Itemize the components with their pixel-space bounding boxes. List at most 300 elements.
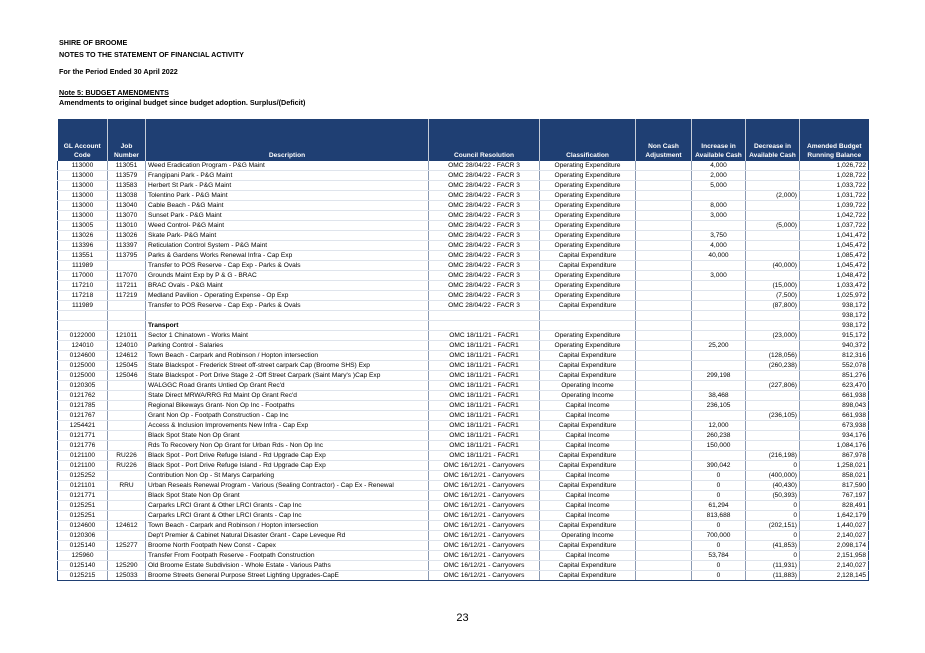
table-cell: 299,198 (692, 371, 746, 381)
table-cell: Access & Inclusion Improvements New Infra - Cap Exp (146, 421, 429, 431)
table-cell: 113551 (58, 251, 108, 261)
table-cell: Capital Expenditure (540, 421, 636, 431)
table-cell: 673,938 (800, 421, 869, 431)
table-cell: Black Spot State Non Op Grant (146, 491, 429, 501)
table-cell: 0121100 (58, 451, 108, 461)
table-row (58, 381, 869, 391)
table-cell: 2,140,027 (800, 561, 869, 571)
table-cell: Capital Income (540, 511, 636, 521)
table-cell (746, 181, 800, 191)
table-cell: OMC 16/12/21 - Carryovers (429, 541, 540, 551)
table-cell: 817,590 (800, 481, 869, 491)
table-row (58, 361, 869, 371)
table-cell: 125046 (108, 371, 146, 381)
table-cell (58, 311, 108, 321)
table-cell: OMC 16/12/21 - Carryovers (429, 491, 540, 501)
table-cell: 113070 (108, 211, 146, 221)
table-cell: (7,500) (746, 291, 800, 301)
table-cell: OMC 18/11/21 - FACR1 (429, 371, 540, 381)
table-row (58, 371, 869, 381)
table-cell (108, 551, 146, 561)
table-cell: 113795 (108, 251, 146, 261)
table-cell: 0120305 (58, 381, 108, 391)
table-cell (636, 211, 692, 221)
table-cell: Transport (146, 321, 429, 331)
table-cell (746, 231, 800, 241)
table-cell: 898,043 (800, 401, 869, 411)
table-cell: Dep't Premier & Cabinet Natural Disaster Grant - Cape Leveque Rd (146, 531, 429, 541)
table-cell (636, 411, 692, 421)
table-cell (108, 321, 146, 331)
table-cell: OMC 16/12/21 - Carryovers (429, 521, 540, 531)
table-cell: 113583 (108, 181, 146, 191)
table-cell: Capital Income (540, 401, 636, 411)
table-cell (636, 451, 692, 461)
table-cell: Capital Income (540, 501, 636, 511)
table-row (58, 411, 869, 421)
table-cell: 0125140 (58, 561, 108, 571)
table-cell: 113026 (108, 231, 146, 241)
table-cell: 2,098,174 (800, 541, 869, 551)
table-row (58, 501, 869, 511)
table-cell: Black Spot - Port Drive Refuge Island - Rd Upgrade Cap Exp (146, 461, 429, 471)
table-cell (636, 241, 692, 251)
table-cell (636, 271, 692, 281)
table-cell: OMC 28/04/22 - FACR 3 (429, 201, 540, 211)
table-cell (636, 471, 692, 481)
table-cell: 117218 (58, 291, 108, 301)
table-cell: Frangipani Park - P&G Maint (146, 171, 429, 181)
table-cell: 0 (692, 541, 746, 551)
table-cell: 0121785 (58, 401, 108, 411)
table-cell (746, 391, 800, 401)
table-cell: Operating Expenditure (540, 241, 636, 251)
table-row (58, 391, 869, 401)
table-cell: OMC 18/11/21 - FACR1 (429, 421, 540, 431)
table-cell: Broome Streets General Purpose Street Lighting Upgrades-CapE (146, 571, 429, 581)
table-cell: 113397 (108, 241, 146, 251)
table-cell: Skate Park- P&G Maint (146, 231, 429, 241)
col-non-cash: Non Cash Adjustment (636, 119, 692, 161)
table-cell: Regional Bikeways Grant- Non Op Inc - Footpaths (146, 401, 429, 411)
table-cell: Black Spot State Non Op Grant (146, 431, 429, 441)
table-cell: (40,430) (746, 481, 800, 491)
table-cell: 53,784 (692, 551, 746, 561)
table-cell: Operating Income (540, 391, 636, 401)
table-row (58, 241, 869, 251)
table-cell: 1,048,472 (800, 271, 869, 281)
table-cell: (128,056) (746, 351, 800, 361)
table-cell (636, 161, 692, 171)
table-cell: Capital Income (540, 491, 636, 501)
table-row (58, 481, 869, 491)
table-row (58, 221, 869, 231)
table-cell (692, 351, 746, 361)
table-cell: 0121771 (58, 491, 108, 501)
table-cell (692, 191, 746, 201)
table-cell (746, 371, 800, 381)
col-increase: Increase in Available Cash (692, 119, 746, 161)
table-cell: 915,172 (800, 331, 869, 341)
table-cell: 121011 (108, 331, 146, 341)
table-cell: OMC 18/11/21 - FACR1 (429, 391, 540, 401)
table-cell: Rds To Recovery Non Op Grant for Urban Rds - Non Op Inc (146, 441, 429, 451)
table-cell (746, 211, 800, 221)
table-cell: OMC 18/11/21 - FACR1 (429, 431, 540, 441)
table-cell: 124010 (108, 341, 146, 351)
table-cell (58, 321, 108, 331)
table-cell: 0125000 (58, 371, 108, 381)
table-cell: (50,393) (746, 491, 800, 501)
table-cell: 111989 (58, 261, 108, 271)
table-cell: OMC 28/04/22 - FACR 3 (429, 181, 540, 191)
table-cell: 851,276 (800, 371, 869, 381)
table-cell: 3,750 (692, 231, 746, 241)
table-cell: 1254421 (58, 421, 108, 431)
table-cell: 1,440,027 (800, 521, 869, 531)
table-cell: 0122000 (58, 331, 108, 341)
col-running-balance: Amended Budget Running Balance (800, 119, 869, 161)
table-cell: OMC 28/04/22 - FACR 3 (429, 281, 540, 291)
table-cell (108, 391, 146, 401)
table-row (58, 491, 869, 501)
table-cell (429, 311, 540, 321)
table-cell: 938,172 (800, 311, 869, 321)
table-cell: 700,000 (692, 531, 746, 541)
table-cell: (41,853) (746, 541, 800, 551)
table-cell: 0121767 (58, 411, 108, 421)
table-cell (636, 401, 692, 411)
table-cell (692, 361, 746, 371)
table-cell (692, 381, 746, 391)
table-cell: 113005 (58, 221, 108, 231)
table-cell: 0 (746, 501, 800, 511)
table-cell (108, 531, 146, 541)
table-cell: Operating Expenditure (540, 181, 636, 191)
table-cell: OMC 18/11/21 - FACR1 (429, 381, 540, 391)
table-cell: 0 (692, 561, 746, 571)
table-cell: 113010 (108, 221, 146, 231)
table-cell: 3,000 (692, 211, 746, 221)
table-cell: 1,026,722 (800, 161, 869, 171)
table-cell: 117210 (58, 281, 108, 291)
table-row (58, 331, 869, 341)
table-cell: 40,000 (692, 251, 746, 261)
table-cell (636, 481, 692, 491)
table-cell (746, 401, 800, 411)
table-cell (692, 411, 746, 421)
table-cell: 3,000 (692, 271, 746, 281)
table-cell: (202,151) (746, 521, 800, 531)
table-row (58, 311, 869, 321)
table-cell: 236,105 (692, 401, 746, 411)
table-cell: 0 (746, 461, 800, 471)
table-cell (108, 431, 146, 441)
table-cell: 12,000 (692, 421, 746, 431)
table-cell (636, 541, 692, 551)
table-cell: OMC 16/12/21 - Carryovers (429, 551, 540, 561)
table-cell: OMC 28/04/22 - FACR 3 (429, 271, 540, 281)
table-row (58, 471, 869, 481)
table-cell: Capital Expenditure (540, 251, 636, 261)
table-row (58, 251, 869, 261)
table-cell: (40,000) (746, 261, 800, 271)
table-cell: 125960 (58, 551, 108, 561)
table-cell (692, 281, 746, 291)
table-cell: 113579 (108, 171, 146, 181)
table-cell: 1,084,176 (800, 441, 869, 451)
col-classification: Classification (540, 119, 636, 161)
table-cell: 813,688 (692, 511, 746, 521)
table-cell (636, 531, 692, 541)
table-row (58, 321, 869, 331)
table-cell: Operating Expenditure (540, 271, 636, 281)
table-cell: Operating Expenditure (540, 161, 636, 171)
table-cell: 661,938 (800, 411, 869, 421)
table-cell: Parks & Gardens Works Renewal Infra - Cap Exp (146, 251, 429, 261)
table-cell (636, 511, 692, 521)
table-cell: 0 (692, 571, 746, 581)
table-row (58, 291, 869, 301)
table-cell (108, 441, 146, 451)
table-cell: Capital Expenditure (540, 541, 636, 551)
table-cell: 125290 (108, 561, 146, 571)
table-cell (692, 301, 746, 311)
table-cell (636, 501, 692, 511)
table-cell (692, 321, 746, 331)
table-cell: 858,021 (800, 471, 869, 481)
table-cell: RU226 (108, 451, 146, 461)
table-cell (746, 241, 800, 251)
table-cell (692, 331, 746, 341)
table-cell: OMC 16/12/21 - Carryovers (429, 471, 540, 481)
table-row (58, 231, 869, 241)
table-cell: (11,931) (746, 561, 800, 571)
table-cell (692, 311, 746, 321)
table-cell (636, 321, 692, 331)
col-council-resolution: Council Resolution (429, 119, 540, 161)
table-cell: 125277 (108, 541, 146, 551)
table-cell (636, 491, 692, 501)
note-title: Note 5: BUDGET AMENDMENTS (59, 88, 169, 97)
table-cell (636, 391, 692, 401)
table-cell: (2,000) (746, 191, 800, 201)
table-cell (746, 431, 800, 441)
table-row (58, 461, 869, 471)
table-row (58, 201, 869, 211)
table-cell (540, 321, 636, 331)
table-cell: 812,316 (800, 351, 869, 361)
table-cell: State Blackspot - Frederick Street off-street carpark Cap (Broome SHS) Exp (146, 361, 429, 371)
table-cell: Capital Income (540, 431, 636, 441)
table-cell: 113000 (58, 171, 108, 181)
table-cell: 1,258,021 (800, 461, 869, 471)
table-cell: 113000 (58, 201, 108, 211)
table-cell: WALGGC Road Grants Untied Op Grant Rec'd (146, 381, 429, 391)
table-cell (636, 561, 692, 571)
table-cell: 1,025,972 (800, 291, 869, 301)
table-cell: 113000 (58, 181, 108, 191)
table-cell (108, 261, 146, 271)
table-cell (746, 441, 800, 451)
table-cell: Transfer to POS Reserve - Cap Exp - Parks & Ovals (146, 261, 429, 271)
table-cell: 2,128,145 (800, 571, 869, 581)
table-cell (636, 371, 692, 381)
table-cell (636, 521, 692, 531)
table-cell: OMC 18/11/21 - FACR1 (429, 331, 540, 341)
table-cell: Operating Expenditure (540, 191, 636, 201)
table-cell: Operating Income (540, 381, 636, 391)
col-job-number: Job Number (108, 119, 146, 161)
table-cell: Capital Expenditure (540, 351, 636, 361)
table-cell: 260,238 (692, 431, 746, 441)
table-cell: 2,151,958 (800, 551, 869, 561)
table-cell: Town Beach - Carpark and Robinson / Hopton intersection (146, 351, 429, 361)
table-cell: 113396 (58, 241, 108, 251)
table-cell (746, 201, 800, 211)
table-cell (692, 451, 746, 461)
table-cell: 552,078 (800, 361, 869, 371)
doc-subtitle: NOTES TO THE STATEMENT OF FINANCIAL ACTIVITY (59, 50, 244, 59)
table-cell (636, 221, 692, 231)
table-cell (636, 181, 692, 191)
table-cell (429, 321, 540, 331)
table-cell: OMC 18/11/21 - FACR1 (429, 441, 540, 451)
table-cell: (15,000) (746, 281, 800, 291)
table-cell: 1,085,472 (800, 251, 869, 261)
table-cell: Sunset Park - P&G Maint (146, 211, 429, 221)
table-cell (636, 291, 692, 301)
table-cell: Grant Non Op - Footpath Construction - Cap Inc (146, 411, 429, 421)
table-cell: 38,468 (692, 391, 746, 401)
table-row (58, 301, 869, 311)
table-cell (746, 251, 800, 261)
table-cell: 0 (746, 511, 800, 521)
table-row (58, 351, 869, 361)
table-cell: Operating Expenditure (540, 171, 636, 181)
table-cell (636, 441, 692, 451)
table-cell: Capital Expenditure (540, 521, 636, 531)
table-cell: OMC 28/04/22 - FACR 3 (429, 291, 540, 301)
table-cell: OMC 28/04/22 - FACR 3 (429, 161, 540, 171)
table-cell: 390,042 (692, 461, 746, 471)
table-cell: 4,000 (692, 161, 746, 171)
table-cell: 117219 (108, 291, 146, 301)
table-cell: (236,105) (746, 411, 800, 421)
table-cell: BRAC Ovals - P&G Maint (146, 281, 429, 291)
table-cell: Carparks LRCI Grant & Other LRCI Grants - Cap Inc (146, 501, 429, 511)
table-cell: 0125252 (58, 471, 108, 481)
table-cell: 117070 (108, 271, 146, 281)
table-cell: OMC 18/11/21 - FACR1 (429, 341, 540, 351)
table-cell: 125033 (108, 571, 146, 581)
table-cell: (5,000) (746, 221, 800, 231)
table-cell: 113051 (108, 161, 146, 171)
table-header-row (58, 119, 869, 161)
table-cell (636, 191, 692, 201)
table-cell (108, 381, 146, 391)
table-cell: 8,000 (692, 201, 746, 211)
table-row (58, 271, 869, 281)
table-cell: 1,045,472 (800, 261, 869, 271)
table-cell: Cable Beach - P&G Maint (146, 201, 429, 211)
table-cell: OMC 28/04/22 - FACR 3 (429, 211, 540, 221)
table-cell (108, 401, 146, 411)
table-cell: Sector 1 Chinatown - Works Maint (146, 331, 429, 341)
page-number: 23 (456, 612, 469, 624)
table-cell: 0 (692, 491, 746, 501)
table-cell (636, 551, 692, 561)
table-cell: 1,033,722 (800, 181, 869, 191)
table-cell: Capital Income (540, 411, 636, 421)
table-cell: 0121771 (58, 431, 108, 441)
table-cell: Weed Eradication Program - P&G Maint (146, 161, 429, 171)
table-cell: Capital Expenditure (540, 461, 636, 471)
table-cell: OMC 16/12/21 - Carryovers (429, 501, 540, 511)
table-cell (636, 341, 692, 351)
table-cell: OMC 18/11/21 - FACR1 (429, 361, 540, 371)
budget-amendments-table (57, 119, 869, 581)
table-cell (636, 171, 692, 181)
table-row (58, 261, 869, 271)
table-cell: 0125251 (58, 501, 108, 511)
table-row (58, 421, 869, 431)
table-cell (636, 301, 692, 311)
table-cell (108, 301, 146, 311)
table-cell: Capital Expenditure (540, 371, 636, 381)
table-cell: 0 (746, 551, 800, 561)
table-cell: Old Broome Estate Subdivision - Whole Estate - Various Paths (146, 561, 429, 571)
table-cell (636, 231, 692, 241)
table-cell (108, 491, 146, 501)
table-cell: Contribution Non Op - St Marys Carparking (146, 471, 429, 481)
table-cell (636, 261, 692, 271)
table-cell (636, 351, 692, 361)
table-cell: 938,172 (800, 321, 869, 331)
table-cell: Capital Expenditure (540, 481, 636, 491)
table-cell: 0124600 (58, 521, 108, 531)
table-cell: Carparks LRCI Grant & Other LRCI Grants - Cap Inc (146, 511, 429, 521)
table-row (58, 531, 869, 541)
table-row (58, 171, 869, 181)
table-cell: OMC 28/04/22 - FACR 3 (429, 191, 540, 201)
table-cell: Grounds Maint Exp by P & G - BRAC (146, 271, 429, 281)
table-cell: (227,806) (746, 381, 800, 391)
table-cell: (216,198) (746, 451, 800, 461)
table-cell: Operating Expenditure (540, 331, 636, 341)
table-cell: 0 (692, 471, 746, 481)
table-cell: Capital Income (540, 441, 636, 451)
period-label: For the Period Ended 30 April 2022 (59, 67, 178, 76)
table-cell (692, 291, 746, 301)
table-cell: 0 (692, 521, 746, 531)
table-cell: Weed Control- P&G Maint (146, 221, 429, 231)
table-row (58, 521, 869, 531)
table-cell (146, 311, 429, 321)
table-cell: Medland Pavilion - Operating Expense - Op Exp (146, 291, 429, 301)
table-cell: 0121776 (58, 441, 108, 451)
table-cell: OMC 16/12/21 - Carryovers (429, 561, 540, 571)
table-cell: OMC 18/11/21 - FACR1 (429, 351, 540, 361)
table-cell (108, 511, 146, 521)
table-cell: 0124600 (58, 351, 108, 361)
table-cell: 0125251 (58, 511, 108, 521)
table-cell: OMC 28/04/22 - FACR 3 (429, 171, 540, 181)
table-cell: OMC 16/12/21 - Carryovers (429, 461, 540, 471)
table-cell: OMC 16/12/21 - Carryovers (429, 571, 540, 581)
table-cell: OMC 18/11/21 - FACR1 (429, 401, 540, 411)
table-cell: 0120306 (58, 531, 108, 541)
